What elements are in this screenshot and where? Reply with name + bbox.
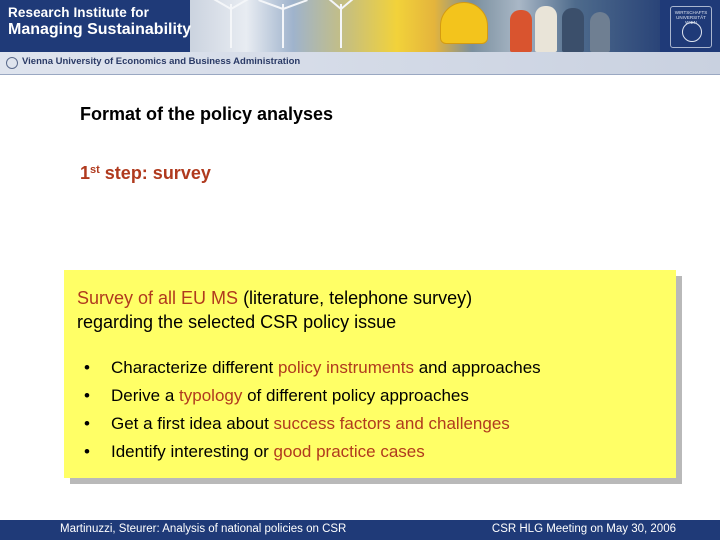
intro-text [77, 286, 667, 334]
list-item [84, 354, 541, 382]
university-name: Vienna University of Economics and Business Administration [22, 56, 301, 67]
step-label: step: survey [99, 163, 211, 183]
institute-title-line2: Managing Sustainability [8, 21, 192, 38]
person-figure [510, 10, 532, 52]
bullet-icon: • [84, 442, 90, 461]
bullet-text: of different policy approaches [242, 386, 469, 405]
slide-title: Format of the policy analyses [80, 104, 334, 124]
person-figure [535, 6, 557, 52]
turbine-blade [208, 0, 232, 10]
institute-title-line1: Research Institute for [8, 5, 149, 20]
university-seal [660, 0, 720, 52]
bullet-highlight: good practice cases [273, 442, 425, 461]
intro-rest-1: (literature, telephone survey) [238, 288, 473, 308]
step-ordinal: st [90, 164, 100, 176]
list-item [84, 382, 541, 410]
bullet-icon: • [84, 414, 90, 433]
turbine-blade [320, 0, 341, 10]
intro-highlight: Survey of all EU MS [77, 288, 239, 308]
wind-turbine-icon [230, 4, 232, 48]
step-number: 1 [80, 163, 91, 183]
bullet-icon: • [84, 386, 90, 405]
header-banner [0, 0, 720, 52]
bullet-text: and approaches [414, 358, 541, 377]
list-item [84, 438, 541, 466]
wind-turbine-icon [340, 4, 342, 48]
bullet-text: Derive a [111, 386, 180, 405]
wind-turbine-icon [282, 4, 284, 48]
university-logo-icon [6, 57, 18, 69]
bullet-text: Identify interesting or [111, 442, 274, 461]
bullet-highlight: success factors and challenges [273, 414, 510, 433]
footer-event: CSR HLG Meeting on May 30, 2006 [491, 523, 676, 535]
turbine-blade [340, 0, 361, 10]
list-item [84, 410, 541, 438]
seal-frame [670, 6, 712, 48]
seal-emblem-icon [682, 22, 702, 42]
bullet-text: Characterize different [111, 358, 278, 377]
seal-logo-text: WIRTSCHAFTS UNIVERSITÄT WIEN [674, 10, 708, 25]
university-bar [0, 52, 720, 75]
intro-rest-2: regarding the selected CSR policy issue [77, 312, 397, 332]
bullet-list [84, 354, 541, 466]
turbine-blade [283, 0, 308, 10]
bullet-highlight: typology [179, 386, 243, 405]
content-box [64, 270, 676, 478]
bullet-highlight: policy instruments [277, 358, 414, 377]
step-heading [80, 163, 211, 184]
footer-authors: Martinuzzi, Steurer: Analysis of national policies on CSR [60, 523, 347, 535]
bullet-icon: • [84, 358, 90, 377]
bullet-text: Get a first idea about [111, 414, 274, 433]
turbine-blade [231, 0, 255, 10]
person-figure [590, 12, 610, 52]
footer-bar [0, 520, 720, 540]
person-figure [562, 8, 584, 52]
hardhat-icon [440, 2, 488, 44]
turbine-blade [258, 0, 283, 10]
banner-photo-collage [190, 0, 660, 52]
